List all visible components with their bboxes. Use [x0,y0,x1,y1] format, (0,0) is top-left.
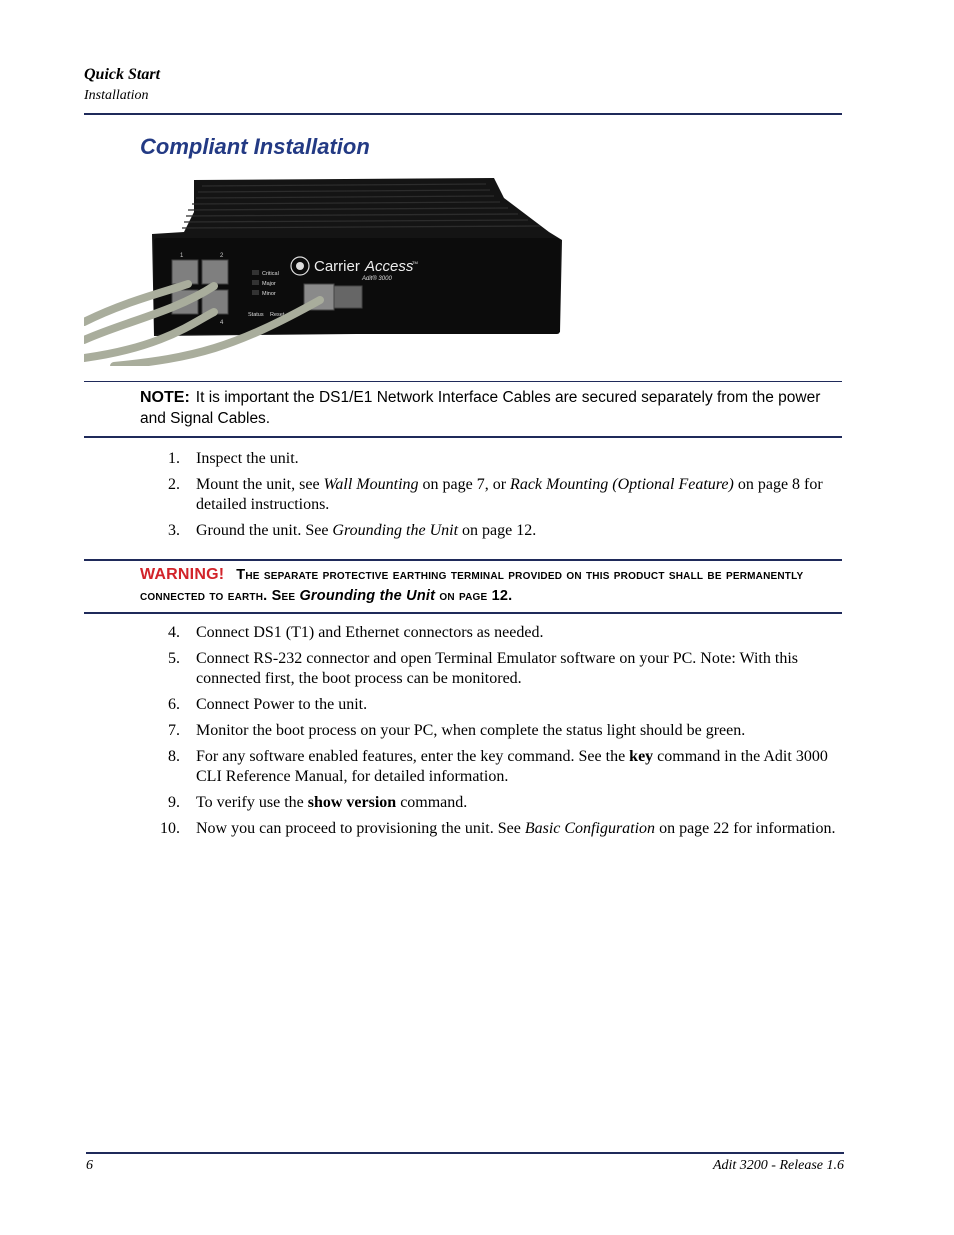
running-header-title: Quick Start [84,66,161,83]
led-label-minor: Minor [262,291,276,297]
footer-rule [86,1152,844,1154]
list-item [168,449,848,469]
command-show-version: show version [307,794,397,811]
header-rule [84,113,842,115]
step-text: on page 7, or [418,476,511,493]
xref-basic-configuration[interactable]: Basic Configuration [524,820,656,837]
step-text: command. [396,794,468,811]
port-label-4: 4 [220,320,224,326]
note-label: NOTE: [140,389,190,406]
list-item [168,475,848,515]
list-item [168,695,848,715]
list-item [168,793,848,813]
command-key: key [629,748,654,765]
status-label: Status [248,312,264,318]
step-number: 5. [168,650,180,667]
brand-suffix: Access [365,258,414,275]
step-number: 8. [168,748,180,765]
step-number: 6. [168,696,180,713]
step-text: To verify use the [196,794,308,811]
port-label-2: 2 [220,253,224,259]
step-text: Connect RS-232 connector and open Terminal Emulator software on your PC. Note: With this connected first, the boot process can be monitored. [196,650,798,687]
warning-text: The separate protective earthing terminal provided on this product shall be permanently connected to earth. See [140,567,804,604]
led-label-critical: Critical [262,271,279,277]
running-header-subtitle: Installation [84,88,149,103]
port-label-1: 1 [180,253,184,259]
list-item [168,747,848,787]
step-text: For any software enabled features, enter the key command. See the [196,748,630,765]
step-text: Inspect the unit. [196,450,299,467]
list-item [168,521,848,541]
brand-prefix: Carrier [314,258,360,275]
list-item [168,649,848,689]
status-leds [252,270,259,295]
step-text: Mount the unit, see [196,476,324,493]
section-title: Compliant Installation [140,134,370,159]
steps-list-2 [160,623,848,845]
list-item [168,721,848,741]
footer-doc-title: Adit 3200 - Release 1.6 [712,1158,844,1173]
step-number: 10. [160,820,180,837]
xref-wall-mounting[interactable]: Wall Mounting [323,476,419,493]
step-text: Connect Power to the unit. [196,696,368,713]
logo-dot-icon [296,262,304,270]
xref-grounding[interactable]: Grounding the Unit [332,522,459,539]
warning-text-block [140,564,840,607]
xref-grounding-warning[interactable]: Grounding the Unit [299,588,436,604]
xref-rack-mounting[interactable]: Rack Mounting (Optional Feature) [510,476,734,493]
list-item [168,623,848,643]
warning-text-post: on page 12. [435,588,513,604]
step-number: 4. [168,624,180,641]
step-number: 7. [168,722,180,739]
brand-tm: TM [412,260,418,265]
step-number: 1. [168,450,180,467]
step-text: Monitor the boot process on your PC, when complete the status light should be green. [196,722,746,739]
step-text: Now you can proceed to provisioning the unit. See [196,820,525,837]
device-model: Adit® 3000 [362,276,392,282]
reset-label: Reset [270,312,285,318]
note-text: It is important the DS1/E1 Network Interface Cables are secured separately from the power and Signal Cables. [140,389,821,427]
steps-list-1 [168,449,848,547]
step-number: 9. [168,794,180,811]
warning-label: WARNING! [140,566,225,583]
step-number: 2. [168,476,180,493]
warning-box [84,559,842,614]
note-text-block [140,387,840,429]
note-box [84,381,842,438]
device-photo [84,172,564,366]
step-number: 3. [168,522,180,539]
step-text: Ground the unit. See [196,522,333,539]
list-item [160,819,848,839]
page-number: 6 [86,1158,93,1173]
step-text: Connect DS1 (T1) and Ethernet connectors as needed. [196,624,544,641]
step-text: command in the Adit 3000 CLI Reference Manual, for detailed information. [196,748,828,785]
step-text: on page 8 for detailed instructions. [196,476,823,513]
step-text: on page 22 for information. [655,820,836,837]
step-text: on page 12. [458,522,537,539]
led-label-major: Major [262,281,276,287]
port-ethernet [334,286,362,308]
